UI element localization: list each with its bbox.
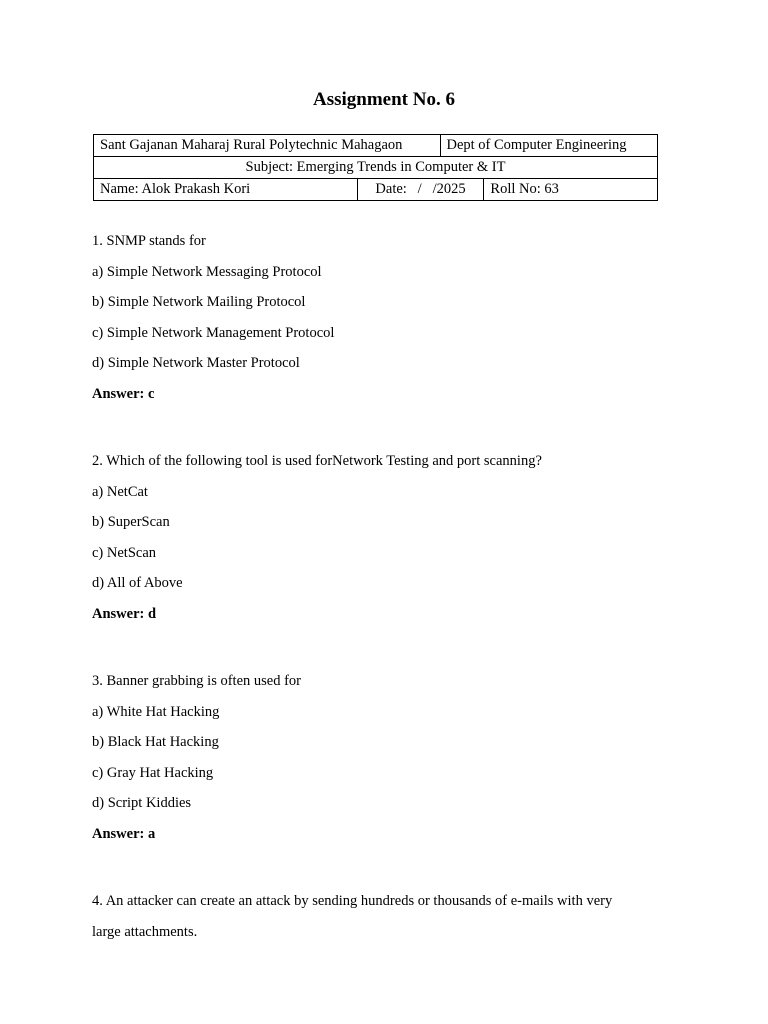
question-block xyxy=(92,229,682,439)
option: c) Gray Hat Hacking xyxy=(92,764,214,781)
page-title: Assignment No. 6 xyxy=(313,89,455,110)
answer-text: Answer: d xyxy=(92,605,157,622)
question-block xyxy=(92,669,682,879)
question-text-continued: large attachments. xyxy=(92,923,198,940)
questions-list xyxy=(92,229,682,960)
option: c) Simple Network Management Protocol xyxy=(92,324,335,341)
answer-text: Answer: c xyxy=(92,385,155,402)
question-text: 4. An attacker can create an attack by sending hundreds or thousands of e-mails with very xyxy=(92,893,613,909)
date-cell xyxy=(357,179,484,201)
dept-cell: Dept of Computer Engineering xyxy=(440,135,658,157)
question-text: 2. Which of the following tool is used forNetwork Testing and port scanning? xyxy=(92,453,542,469)
option: b) SuperScan xyxy=(92,514,170,530)
option: a) NetCat xyxy=(92,483,148,500)
roll-cell: Roll No: 63 xyxy=(484,179,658,201)
date-text: Date: / /2025 xyxy=(375,181,466,197)
option: b) Simple Network Mailing Protocol xyxy=(92,294,306,310)
institute-cell: Sant Gajanan Maharaj Rural Polytechnic Mahagaon xyxy=(94,135,441,157)
question-block xyxy=(92,889,682,950)
option: d) Script Kiddies xyxy=(92,795,192,811)
question-block xyxy=(92,449,682,659)
question-text: 1. SNMP stands for xyxy=(92,233,206,249)
question-text: 3. Banner grabbing is often used for xyxy=(92,673,301,689)
option: c) NetScan xyxy=(92,544,157,561)
answer-text: Answer: a xyxy=(92,825,156,842)
option: b) Black Hat Hacking xyxy=(92,734,219,750)
name-cell: Name: Alok Prakash Kori xyxy=(94,179,358,201)
option: d) All of Above xyxy=(92,575,183,591)
option: d) Simple Network Master Protocol xyxy=(92,355,300,371)
option: a) Simple Network Messaging Protocol xyxy=(92,263,322,280)
header-table xyxy=(93,134,658,201)
option: a) White Hat Hacking xyxy=(92,703,220,720)
subject-cell: Subject: Emerging Trends in Computer & IT xyxy=(94,157,658,179)
